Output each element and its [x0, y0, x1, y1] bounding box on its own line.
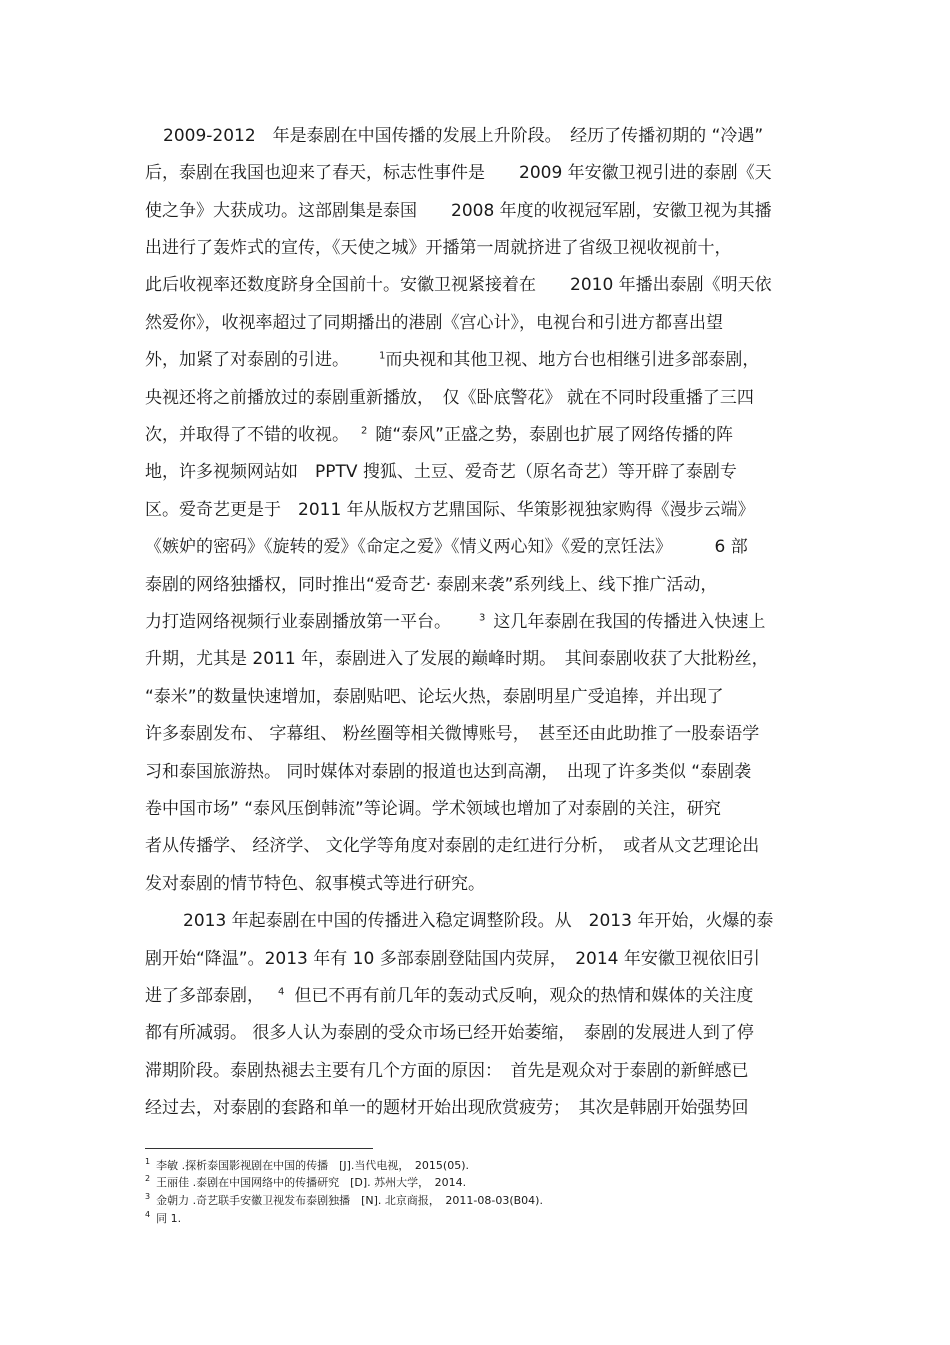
- text-segment: 次，并取得了不错的收视。: [145, 425, 349, 445]
- text-line: 滞期阶段。泰剧热褪去主要有几个方面的原因： 首先是观众对于泰剧的新鲜感已: [145, 1061, 749, 1081]
- text-line: 者从传播学、 经济学、 文化学等角度对泰剧的走红进行分析， 或者从文艺理论出: [145, 836, 760, 856]
- footnote-ref[interactable]: 2: [361, 425, 368, 437]
- footnote-text: 王丽佳 .泰剧在中国网络中的传播研究 [D]. 苏州大学， 2014.: [156, 1176, 467, 1189]
- text-line: 习和泰国旅游热。 同时媒体对泰剧的报道也达到高潮， 出现了许多类似 “泰剧袭: [145, 762, 752, 782]
- footnote-number: 3: [145, 1192, 151, 1202]
- text-segment: 进了多部泰剧，: [145, 986, 264, 1006]
- text-line: 使之争》大获成功。这部剧集是泰国 2008 年度的收视冠军剧，安徽卫视为其播: [145, 201, 772, 221]
- footnote-number: 1: [145, 1157, 151, 1167]
- text-line: 区。爱奇艺更是于 2011 年从版权方艺鼎国际、华策影视独家购得《漫步云端》: [145, 500, 755, 520]
- text-line: [145, 425, 810, 445]
- footnote: [145, 1176, 810, 1190]
- text-line: 经过去，对泰剧的套路和单一的题材开始出现欣赏疲劳； 其次是韩剧开始强势回: [145, 1098, 749, 1118]
- text-line: 《嫉妒的密码》《旋转的爱》《命定之爱》《情义两心知》《爱的烹饪法》 6 部: [145, 537, 748, 557]
- text-line: 央视还将之前播放过的泰剧重新播放， 仅《卧底警花》 就在不同时段重播了三四: [145, 388, 754, 408]
- text-segment: 但已不再有前几年的轰动式反响，观众的热情和媒体的关注度: [294, 986, 754, 1006]
- text-line: 后，泰剧在我国也迎来了春天，标志性事件是 2009 年安徽卫视引进的泰剧《天: [145, 163, 772, 183]
- text-segment: 力打造网络视频行业泰剧播放第一平台。: [145, 612, 451, 632]
- text-line: 升期，尤其是 2011 年，泰剧进入了发展的巅峰时期。 其间泰剧收获了大批粉丝，: [145, 649, 769, 669]
- text-line: 2013 年起泰剧在中国的传播进入稳定调整阶段。从 2013 年开始，火爆的泰: [183, 911, 774, 931]
- text-segment: 随“泰风”正盛之势，泰剧也扩展了网络传播的阵: [375, 425, 733, 445]
- footnote-number: 2: [145, 1174, 151, 1184]
- text-line: 然爱你》，收视率超过了同期播出的港剧《宫心计》，电视台和引进方都喜出望: [145, 313, 723, 333]
- footnote-text: 金朝力 .奇艺联手安徽卫视发布泰剧独播 [N]. 北京商报， 2011-08-03(B04).: [156, 1194, 543, 1207]
- footnote: [145, 1194, 810, 1208]
- text-line: 许多泰剧发布、 字幕组、 粉丝圈等相关微博账号， 甚至还由此助推了一股泰语学: [145, 724, 760, 744]
- footnote-ref[interactable]: 4: [278, 986, 285, 998]
- text-line: 泰剧的网络独播权，同时推出“爱奇艺· 泰剧来袭”系列线上、线下推广活动，: [145, 575, 718, 595]
- text-line: 都有所减弱。 很多人认为泰剧的受众市场已经开始萎缩， 泰剧的发展进人到了停: [145, 1023, 754, 1043]
- text-segment: 而央视和其他卫视、地方台也相继引进多部泰剧，: [385, 350, 760, 370]
- footnote-text: 同 1.: [156, 1212, 182, 1225]
- text-line: [145, 350, 810, 370]
- text-line: 2009-2012 年是泰剧在中国传播的发展上升阶段。 经历了传播初期的 “冷遇”: [163, 126, 764, 146]
- footnote-ref[interactable]: 3: [479, 612, 486, 624]
- text-line: 此后收视率还数度跻身全国前十。安徽卫视紧接着在 2010 年播出泰剧《明天依: [145, 275, 772, 295]
- text-line: 出进行了轰炸式的宣传，《天使之城》开播第一周就挤进了省级卫视收视前十，: [145, 238, 732, 258]
- footnote-number: 4: [145, 1210, 151, 1220]
- text-line: [145, 612, 810, 632]
- footnote-text: 李敏 .探析泰国影视剧在中国的传播 [J].当代电视， 2015(05).: [156, 1159, 469, 1172]
- footnote-divider: [145, 1148, 373, 1149]
- text-segment: 外，加紧了对泰剧的引进。: [145, 350, 349, 370]
- text-segment: 这几年泰剧在我国的传播进入快速上: [493, 612, 766, 632]
- text-line: 地，许多视频网站如 PPTV 搜狐、土豆、爱奇艺（原名奇艺）等开辟了泰剧专: [145, 462, 737, 482]
- footnote-ref[interactable]: 1: [379, 350, 386, 362]
- footnote: [145, 1159, 810, 1173]
- text-line: 剧开始“降温”。2013 年有 10 多部泰剧登陆国内荧屏， 2014 年安徽卫视依旧引: [145, 949, 760, 969]
- text-line: 发对泰剧的情节特色、叙事模式等进行研究。: [145, 874, 485, 894]
- text-line: [145, 986, 810, 1006]
- footnote: [145, 1212, 810, 1226]
- text-line: “泰米”的数量快速增加，泰剧贴吧、论坛火热，泰剧明星广受追捧，并出现了: [145, 687, 724, 707]
- text-line: 卷中国市场” “泰风压倒韩流”等论调。学术领域也增加了对泰剧的关注，研究: [145, 799, 721, 819]
